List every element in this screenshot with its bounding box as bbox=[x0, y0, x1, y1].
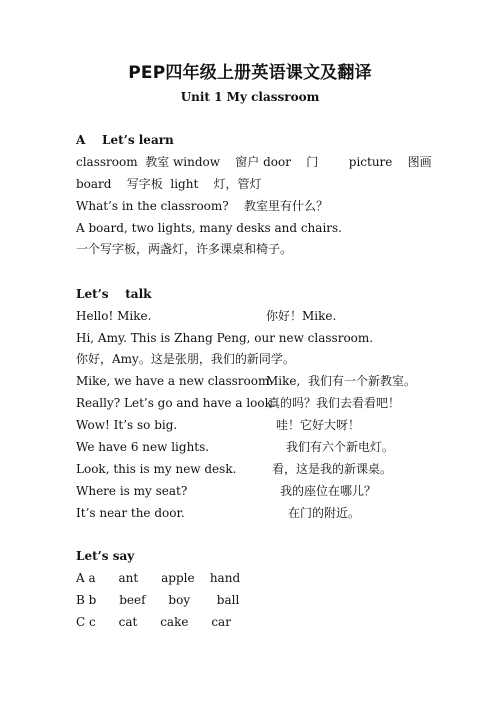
dialogue-en: Really? Let’s go and have a look. bbox=[76, 396, 276, 410]
dialogue-cn: 你好！Mike. bbox=[266, 309, 337, 323]
phonics-line: A a ant apple hand bbox=[76, 571, 241, 585]
phonics-line: B b beef boy ball bbox=[76, 593, 240, 607]
dialogue-en: It’s near the door. bbox=[76, 506, 185, 520]
dialogue-cn: 真的吗？我们去看看吧！ bbox=[268, 396, 401, 410]
dialogue-en: Wow! It’s so big. bbox=[76, 418, 178, 432]
sentence-line: What’s in the classroom? 教室里有什么？ bbox=[76, 199, 328, 213]
dialogue-en: Hi, Amy. This is Zhang Peng, our new classroom. bbox=[76, 331, 374, 345]
dialogue-en: Mike, we have a new classroom. bbox=[76, 374, 274, 388]
dialogue-cn: 我们有六个新电灯。 bbox=[286, 440, 395, 454]
dialogue-cn: 看，这是我的新课桌。 bbox=[272, 462, 393, 476]
unit-heading: Unit 1 My classroom bbox=[180, 90, 320, 104]
dialogue-en: Where is my seat? bbox=[76, 484, 188, 498]
sentence-line: A board, two lights, many desks and chairs. bbox=[76, 221, 342, 235]
dialogue-en: Look, this is my new desk. bbox=[76, 462, 237, 476]
vocab-line: board 写字板 light 灯，管灯 bbox=[76, 177, 262, 191]
document-title: PEP四年级上册英语课文及翻译 bbox=[128, 63, 372, 83]
dialogue-en: We have 6 new lights. bbox=[76, 440, 210, 454]
translation-line: 一个写字板，两盏灯，许多课桌和椅子。 bbox=[76, 242, 293, 256]
dialogue-cn: Mike, 我们有一个新教室。 bbox=[266, 374, 416, 388]
dialogue-cn: 哇！它好大呀！ bbox=[276, 418, 361, 432]
phonics-line: C c cat cake car bbox=[76, 615, 231, 629]
dialogue-en: Hello! Mike. bbox=[76, 309, 152, 323]
section-talk-heading: Let’s talk bbox=[76, 287, 152, 301]
dialogue-en: 你好，Amy。这是张朋，我们的新同学。 bbox=[76, 352, 295, 366]
section-a-heading: A Let’s learn bbox=[76, 133, 174, 147]
dialogue-cn: 在门的附近。 bbox=[288, 506, 361, 520]
vocab-line: classroom 教室 window 窗户 door 门 picture 图画 bbox=[76, 155, 432, 169]
dialogue-cn: 我的座位在哪儿？ bbox=[280, 484, 377, 498]
section-say-heading: Let’s say bbox=[76, 549, 135, 563]
